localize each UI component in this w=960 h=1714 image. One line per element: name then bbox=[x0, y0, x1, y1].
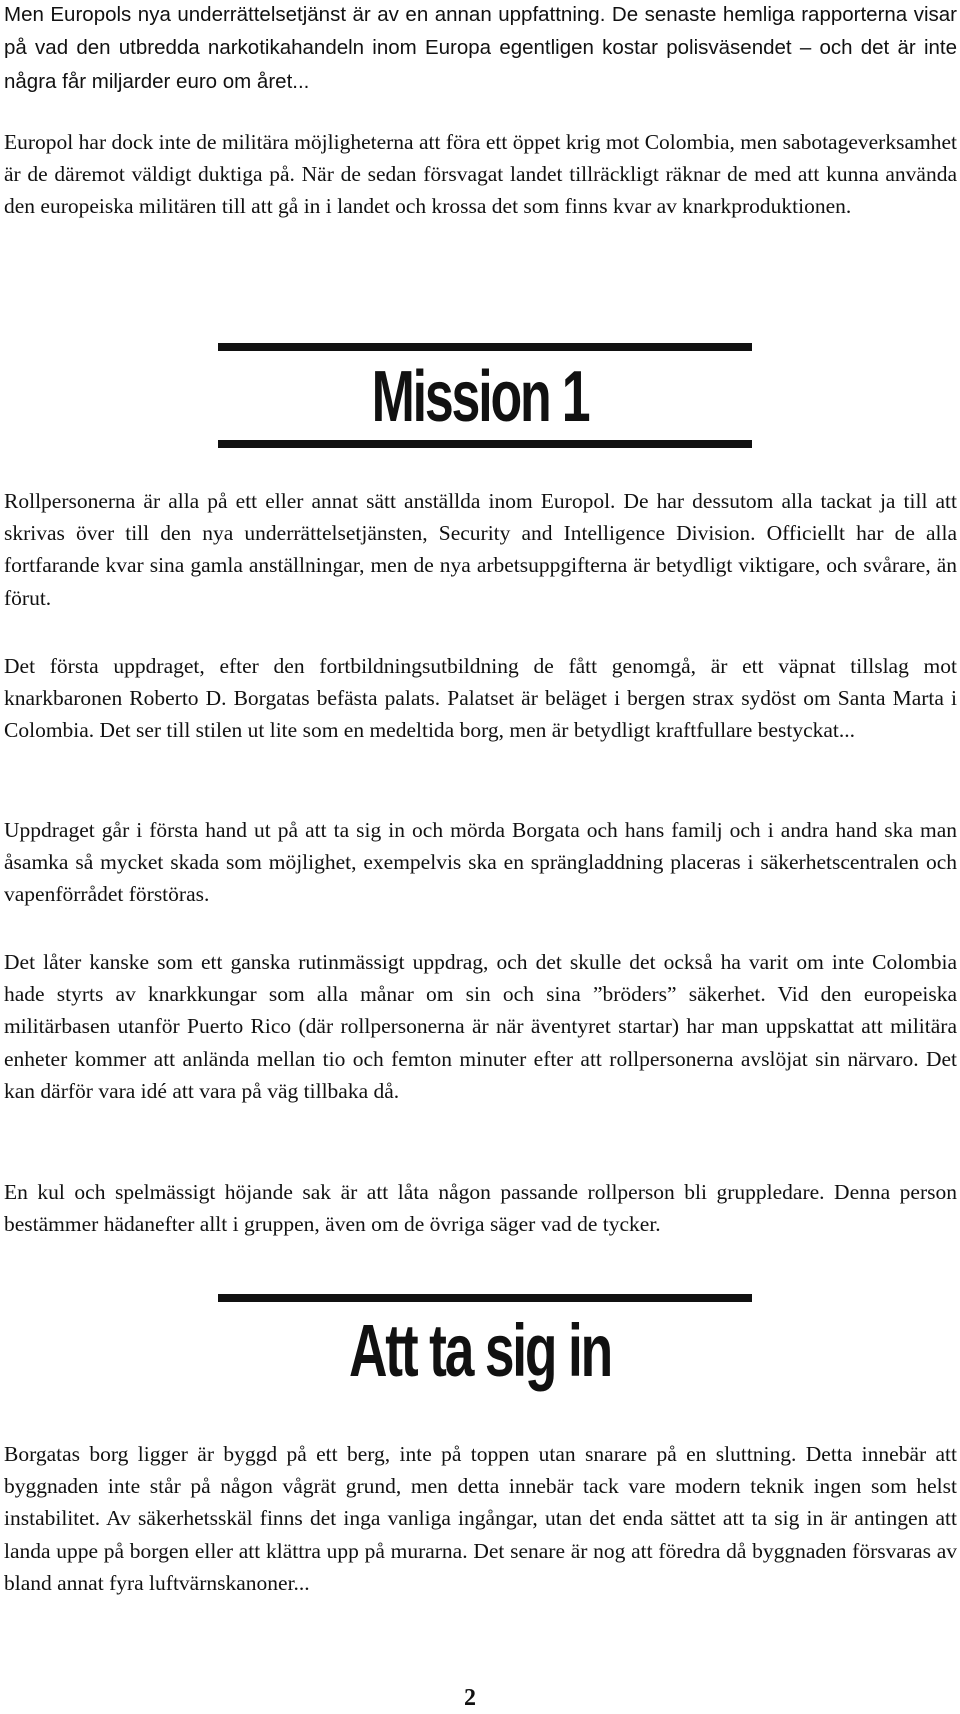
mission-paragraph: Det låter kanske som ett ganska rutinmässigt uppdrag, och det skulle det också ha varit om inte Colombia hade styrts av knarkkungar som alla månar om sin och sina ”bröders” säkerhet. Vid den europeiska militärbasen utanför Puerto Rico (där rollpersonerna är när äventyret startar) har man uppskattat att militära enheter kommer att anlända mellan tio och femton minuter efter att rollpersonerna avslöjat sin närvaro. Det kan därför vara idé att vara på väg tillbaka då. bbox=[4, 950, 957, 1103]
page-number: 2 bbox=[464, 1685, 476, 1711]
mission-heading: Mission 1 bbox=[371, 357, 589, 437]
mission-paragraph: En kul och spelmässigt höjande sak är att låta någon passande rollperson bli gruppledare. Denna person bestämmer hädanefter allt i gruppen, även om de övriga säger vad de tycker. bbox=[4, 1180, 957, 1237]
heading-rule-top bbox=[218, 1294, 752, 1302]
mission-paragraph: Uppdraget går i första hand ut på att ta sig in och mörda Borgata och hans familj och i andra hand ska man åsamka så mycket skada som möjlighet, exempelvis ska en sprängladdning placeras i säkerhetscentralen och vapenförrådet förstöras. bbox=[4, 818, 957, 907]
infiltration-paragraph: Borgatas borg ligger är byggd på ett berg, inte på toppen utan snarare på en sluttning. Detta innebär att byggnaden inte står på någon vågrät grund, men detta innebär tack vare modern teknik ingen som helst instabilitet. Av säkerhetsskäl finns det inga vanliga ingångar, utan det enda sättet att ta sig in är antingen att landa uppe på borgen eller att klättra upp på murarna. Det senare är nog att föredra då byggnaden försvaras av bland annat fyra luftvärnskanoner... bbox=[4, 1442, 957, 1595]
mission-paragraph: Det första uppdraget, efter den fortbildningsutbildning de fått genomgå, är ett väpnat tillslag mot knarkbaronen Roberto D. Borgatas befästa palats. Palatset är beläget i bergen strax sydöst om Santa Marta i Colombia. Det ser till stilen ut lite som en medeltida borg, men är betydligt kraftfullare bestyckat... bbox=[4, 654, 957, 743]
heading-rule-bottom bbox=[218, 440, 752, 448]
mission-paragraph: Rollpersonerna är alla på ett eller annat sätt anställda inom Europol. De har dessutom alla tackat ja till att skrivas över till den nya underrättelsetjänsten, Security and Intelligence Division. Officiellt har de alla fortfarande kvar sina gamla anställningar, men de nya arbetsuppgifterna är betydligt viktigare, och svårare, än förut. bbox=[4, 489, 957, 610]
infiltration-heading: Att ta sig in bbox=[348, 1309, 611, 1392]
infiltration-heading-block bbox=[0, 1294, 960, 1394]
heading-rule-top bbox=[218, 343, 752, 351]
mission-heading-block bbox=[0, 343, 960, 453]
europol-paragraph: Europol har dock inte de militära möjligheterna att föra ett öppet krig mot Colombia, men sabotageverksamhet är de däremot väldigt duktiga på. När de sedan försvagat landet tillräckligt räknar de med att kunna använda den europeiska militären till att gå in i landet och krossa det som finns kvar av knarkproduktionen. bbox=[4, 130, 957, 219]
intro-paragraph: Men Europols nya underrättelsetjänst är av en annan uppfattning. De senaste hemliga rapporterna visar på vad den utbredda narkotikahandeln inom Europa egentligen kostar polisväsendet – och det är inte några får miljarder euro om året... bbox=[4, 3, 957, 93]
